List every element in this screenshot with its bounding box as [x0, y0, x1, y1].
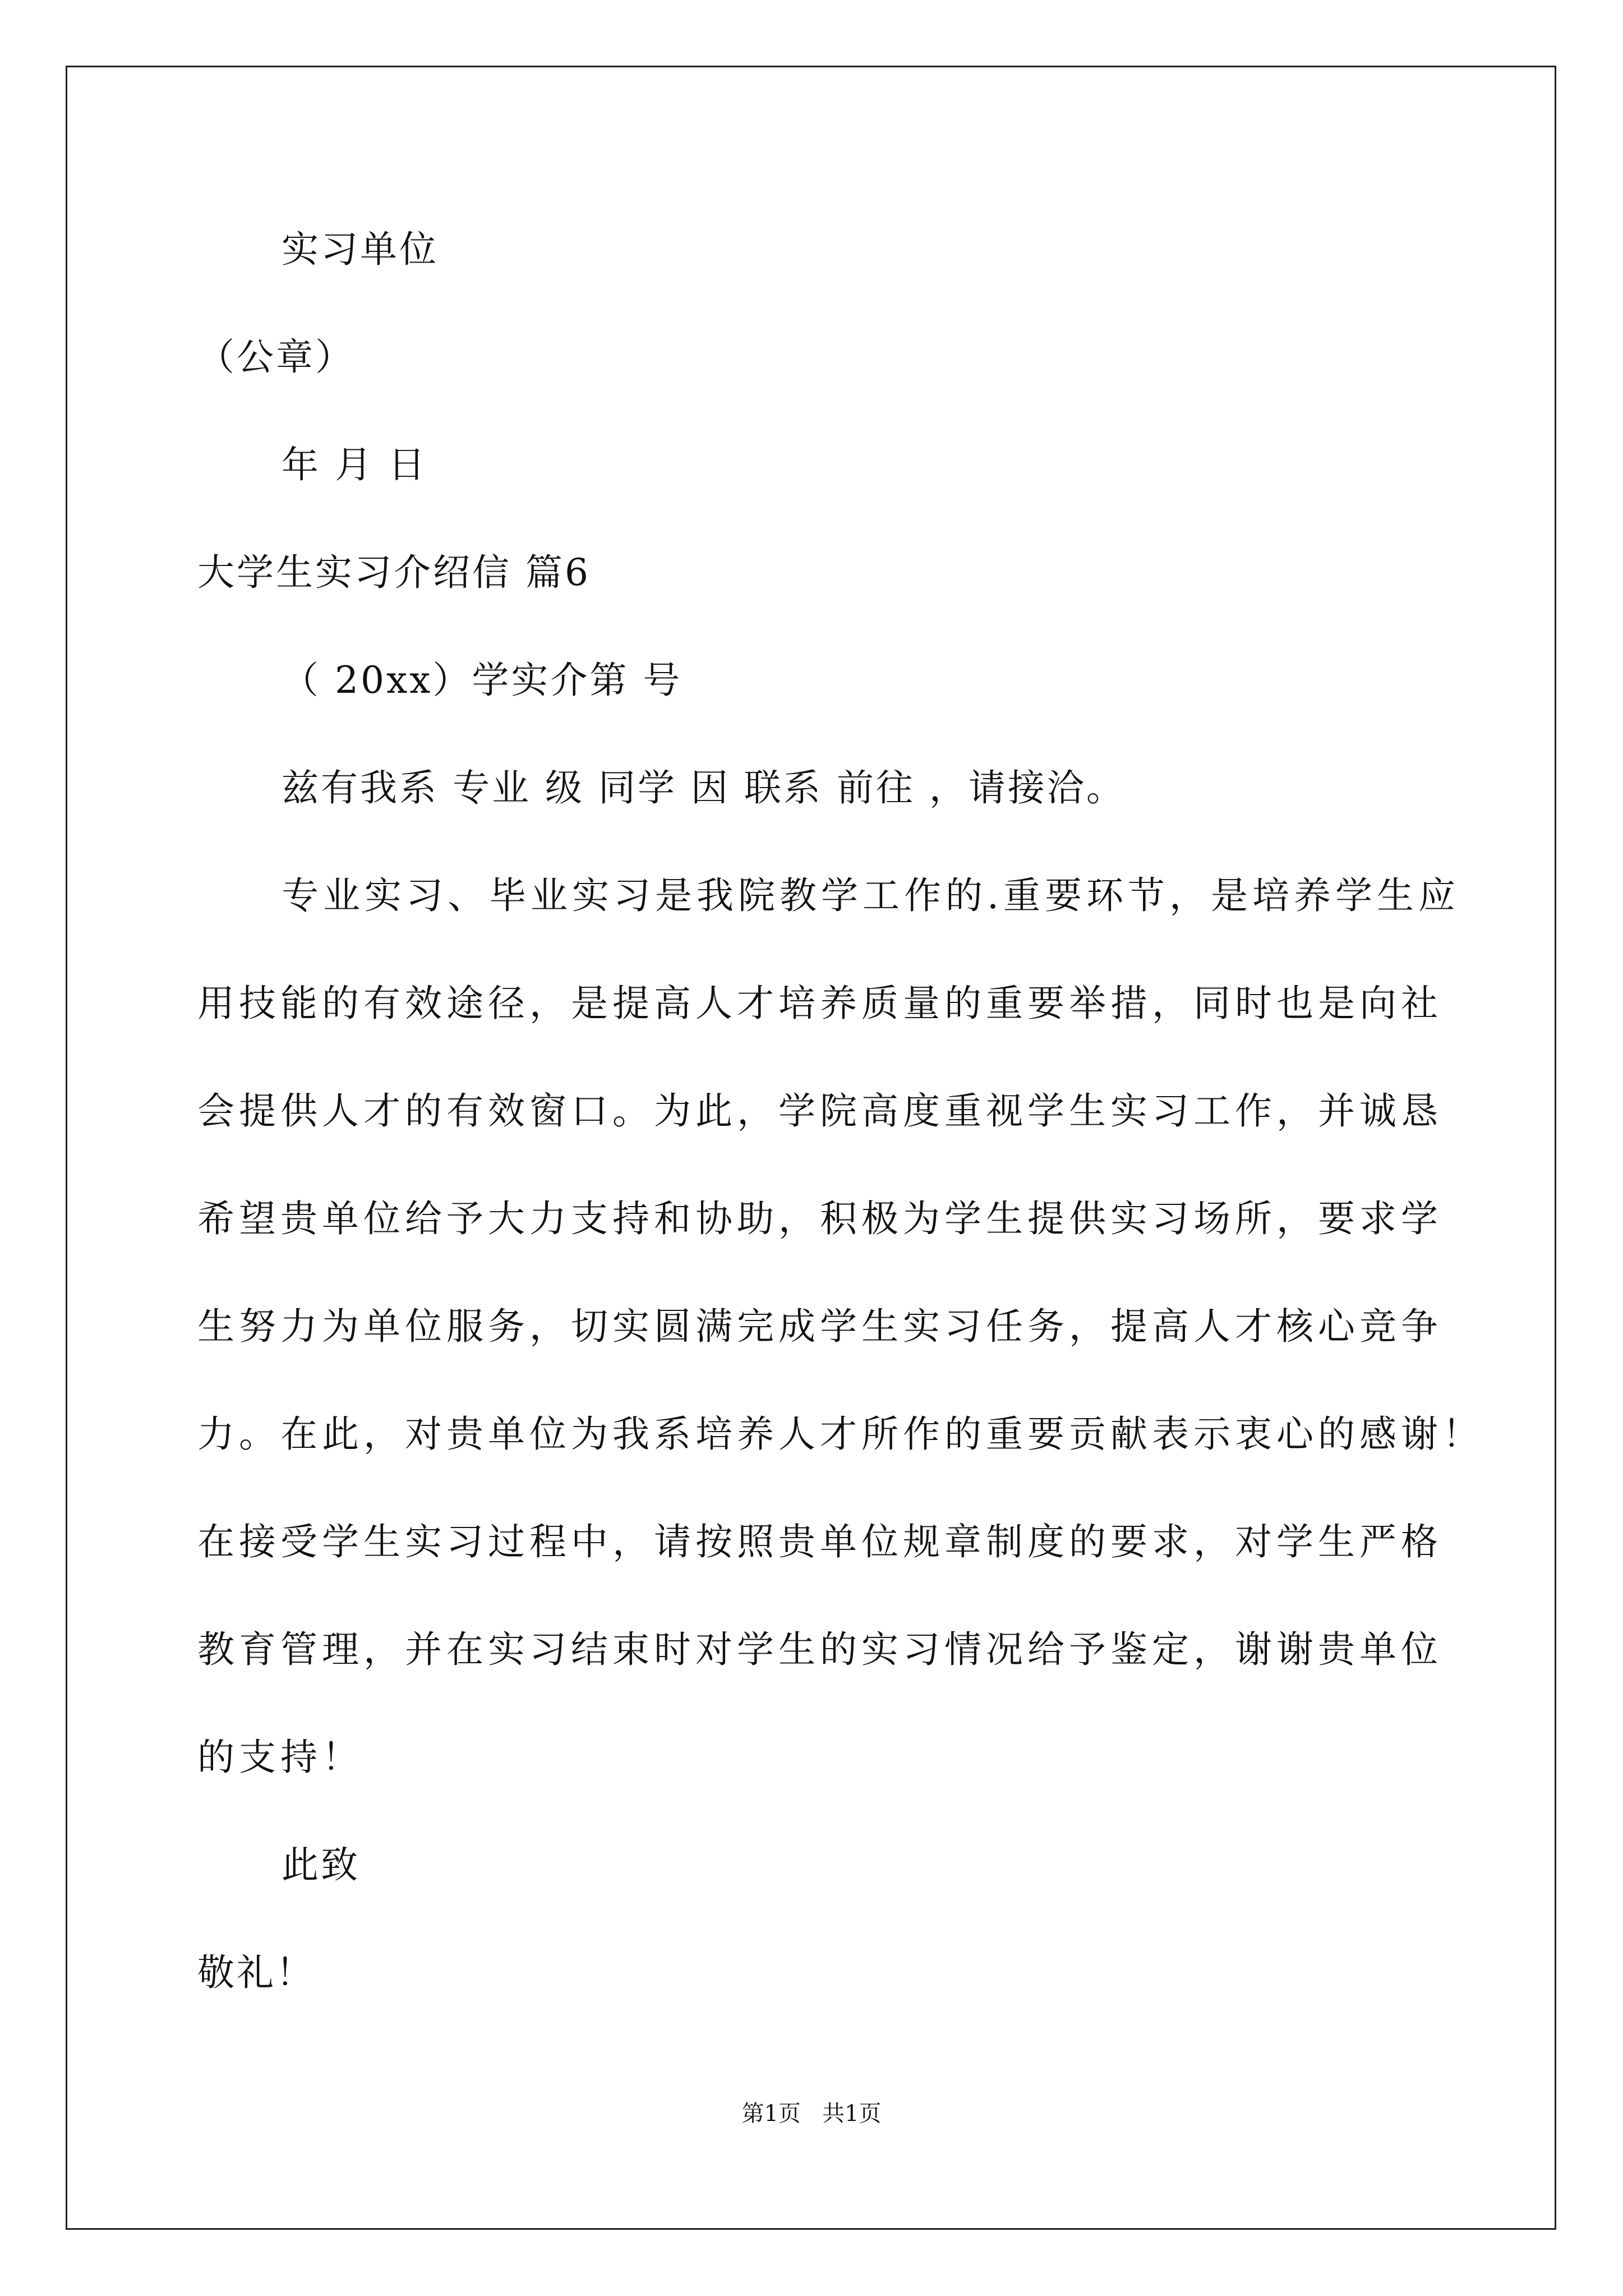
- body-line: 用技能的有效途径，是提高人才培养质量的重要举措，同时也是向社: [197, 982, 1442, 1025]
- body-line: 在接受学生实习过程中，请按照贵单位规章制度的要求，对学生严格: [197, 1520, 1442, 1563]
- seal-label: （公章）: [197, 335, 354, 379]
- intro-line: 兹有我系 专业 级 同学 因 联系 前往 ，请接洽。: [282, 766, 1126, 809]
- body-line: 会提供人才的有效窗口。为此，学院高度重视学生实习工作，并诚恳: [197, 1089, 1442, 1133]
- closing-salutation: 此致: [282, 1843, 360, 1887]
- section-heading: 大学生实习介绍信 篇6: [197, 551, 591, 594]
- body-line: 专业实习、毕业实习是我院教学工作的.重要环节，是培养学生应: [282, 874, 1460, 917]
- date-line: 年 月 日: [282, 443, 427, 486]
- reference-number: （ 20xx）学实介第 号: [282, 659, 683, 702]
- body-line: 希望贵单位给予大力支持和协助，积极为学生提供实习场所，要求学: [197, 1197, 1442, 1240]
- body-line: 力。在此，对贵单位为我系培养人才所作的重要贡献表示衷心的感谢！: [197, 1412, 1484, 1456]
- body-line: 的支持！: [197, 1736, 363, 1779]
- unit-label: 实习单位: [282, 228, 439, 271]
- page-footer: 第1页 共1页: [741, 2101, 882, 2127]
- body-line: 生努力为单位服务，切实圆满完成学生实习任务，提高人才核心竞争: [197, 1305, 1442, 1348]
- closing-regards: 敬礼！: [197, 1951, 315, 1994]
- body-line: 教育管理，并在实习结束时对学生的实习情况给予鉴定，谢谢贵单位: [197, 1628, 1442, 1671]
- page-border: [66, 66, 1556, 2230]
